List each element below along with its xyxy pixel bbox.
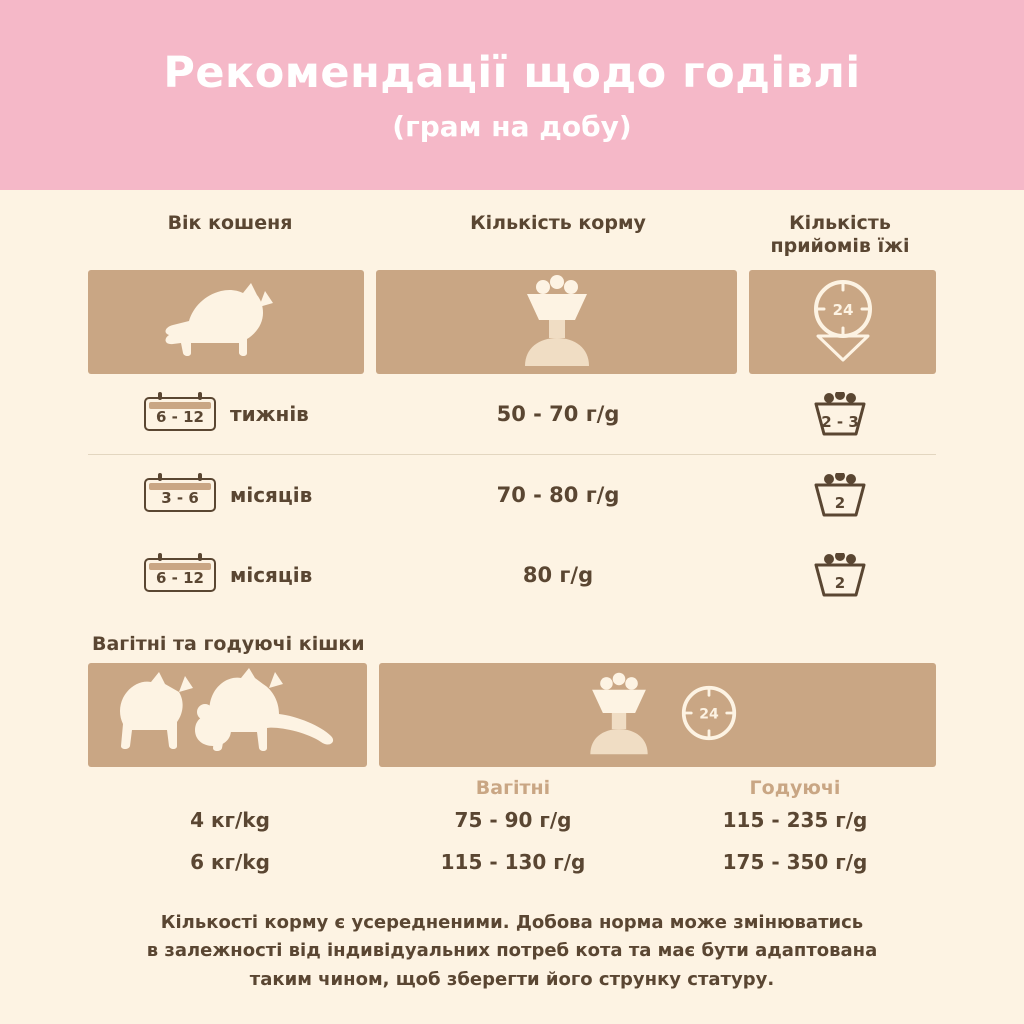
- page-header: [0, 0, 1024, 190]
- column-heading-meals-line2: прийомів їжі: [770, 234, 910, 257]
- footer-line-3: таким чином, щоб зберегти його струнку статуру.: [249, 969, 775, 991]
- pregnant-amount: 75 - 90 г/g: [454, 807, 572, 832]
- meals-bowl-icon: [796, 553, 884, 597]
- row-age-cell: [88, 535, 372, 615]
- meals-band: [749, 270, 936, 374]
- pregnant-section-title: Вагітні та годуючі кішки: [92, 632, 365, 655]
- footer-note: [70, 909, 954, 995]
- food-bowl-icon: [509, 274, 605, 370]
- svg-text:24: 24: [832, 300, 854, 319]
- weight-value: 6 кг/kg: [190, 849, 270, 874]
- row-age-cell: [88, 374, 372, 455]
- pregnant-nursing-cats-icon: [107, 668, 347, 762]
- age-unit-label: місяців: [230, 482, 313, 507]
- nursing-column-header: Годуючі: [749, 776, 841, 799]
- row-amount-cell: [372, 535, 744, 615]
- age-badge: [144, 478, 216, 512]
- page-title: Рекомендації щодо годівлі: [163, 47, 861, 98]
- age-unit-label: місяців: [230, 562, 313, 587]
- column-heading-amount: Кількість корму: [470, 212, 646, 234]
- main-content: [0, 212, 1024, 995]
- age-badge: [144, 558, 216, 592]
- column-heading-meals-line1: Кількість: [789, 212, 891, 234]
- kitten-band: [88, 270, 364, 374]
- kitten-icon: [161, 281, 291, 363]
- weight-value: 4 кг/kg: [190, 807, 270, 832]
- pregnant-bowl-band: [379, 663, 936, 767]
- column-heading-age: Вік кошеня: [167, 212, 293, 234]
- meals-bowl-icon: [796, 392, 884, 436]
- row-amount-cell: [372, 454, 744, 535]
- page-subtitle: (грам на добу): [392, 109, 632, 143]
- column-headings: [0, 212, 1024, 258]
- amount-value: 80 г/g: [522, 562, 594, 587]
- food-bowl-icon: [576, 670, 662, 760]
- footer-line-1: Кількості корму є усередненими. Добова норма може змінюватись: [160, 911, 864, 933]
- meals-count: 2: [834, 493, 846, 512]
- pregnant-amount: 115 - 130 г/g: [440, 849, 586, 874]
- pregnant-column-header: Вагітні: [475, 776, 551, 799]
- age-badge-value: 6 - 12: [156, 407, 204, 426]
- nursing-amount: 175 - 350 г/g: [722, 849, 868, 874]
- table-row: [88, 535, 936, 615]
- age-unit-label: тижнів: [230, 401, 309, 426]
- bowl-band: [376, 270, 737, 374]
- amount-value: 70 - 80 г/g: [496, 482, 620, 507]
- footer-line-2: в залежності від індивідуальних потреб кота та має бути адаптована: [146, 940, 878, 962]
- icon-bands: [0, 270, 1024, 374]
- empty-cell: [88, 777, 372, 799]
- pregnant-icon-bands: [0, 663, 1024, 767]
- feeding-table: [88, 374, 936, 615]
- nursing-amount: 115 - 235 г/g: [722, 807, 868, 832]
- table-row: [88, 454, 936, 535]
- clock-24-icon: [680, 684, 738, 746]
- pregnant-table-header-row: [88, 777, 936, 799]
- table-row: [88, 841, 936, 883]
- meals-count: 2: [834, 573, 846, 592]
- age-badge-value: 6 - 12: [156, 568, 204, 587]
- cats-band: [88, 663, 367, 767]
- row-meals-cell: [744, 454, 936, 535]
- triangle-down-icon: [816, 334, 870, 366]
- column-heading-meals: [744, 212, 936, 258]
- row-amount-cell: [372, 374, 744, 455]
- svg-text:24: 24: [699, 706, 720, 723]
- age-badge-value: 3 - 6: [161, 488, 199, 507]
- pregnant-table: [88, 777, 936, 883]
- table-row: [88, 799, 936, 841]
- amount-value: 50 - 70 г/g: [496, 401, 620, 426]
- row-meals-cell: [744, 535, 936, 615]
- row-age-cell: [88, 454, 372, 535]
- meals-count: 2 - 3: [821, 412, 859, 431]
- table-row: [88, 374, 936, 455]
- row-meals-cell: [744, 374, 936, 455]
- age-badge: [144, 397, 216, 431]
- meals-bowl-icon: [796, 473, 884, 517]
